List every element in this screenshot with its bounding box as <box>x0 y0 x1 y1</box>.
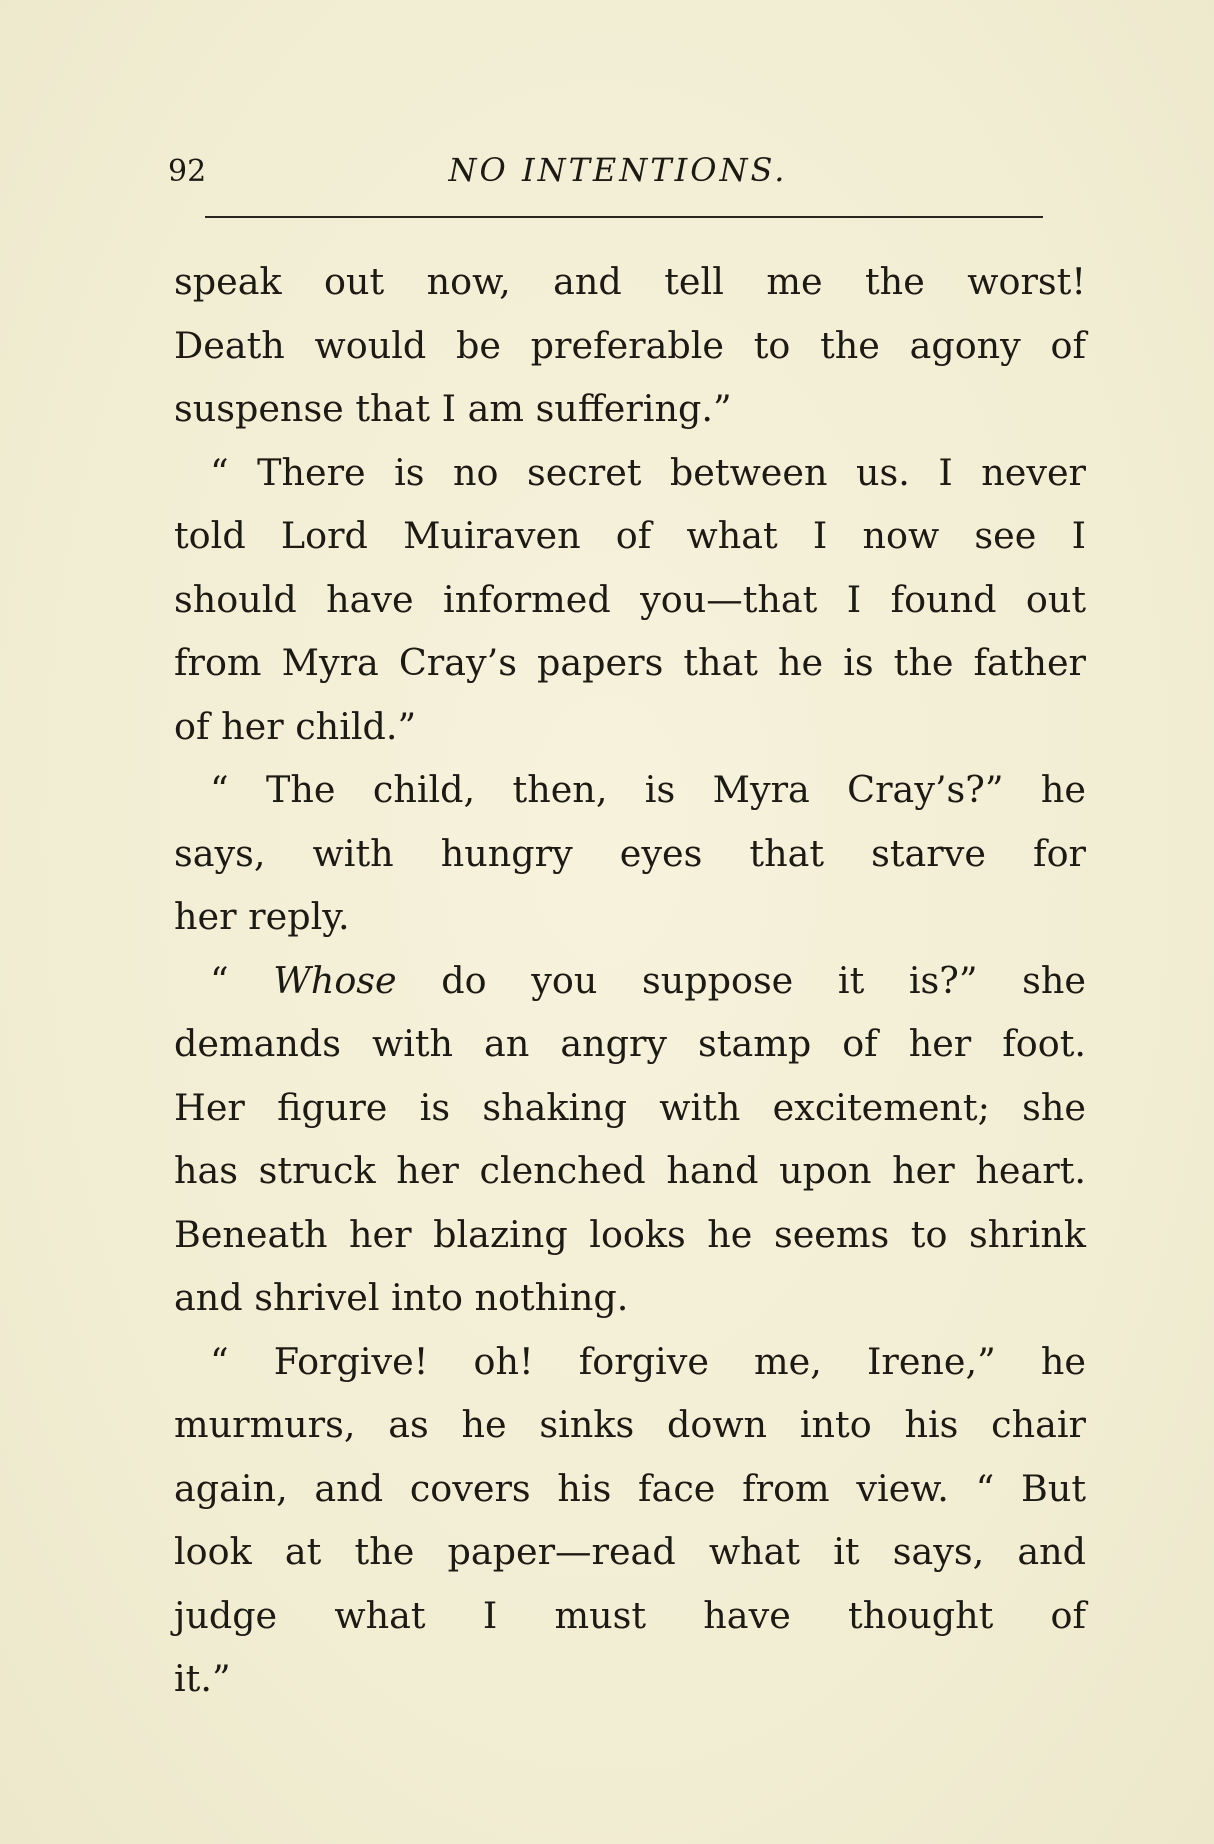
text-line: Death would be preferable to the agony of <box>174 323 1086 367</box>
text-line-rest: do you suppose it is?” she <box>441 958 1086 1002</box>
text-line: should have informed you—that I found out <box>174 577 1086 621</box>
text-line: again, and covers his face from view. “ But <box>174 1466 1086 1510</box>
italic-word: Whose <box>273 958 397 1002</box>
text-line: “ There is no secret between us. I never <box>210 450 1086 494</box>
text-line: told Lord Muiraven of what I now see I <box>174 514 1086 557</box>
text-line: look at the paper—read what it says, and <box>174 1530 1086 1573</box>
text-line: her reply. <box>174 895 350 938</box>
text-line: judge what I must have thought of <box>174 1593 1086 1637</box>
text-line: from Myra Cray’s papers that he is the father <box>174 641 1086 684</box>
text-line: “ The child, then, is Myra Cray’s?” he <box>210 768 1086 811</box>
text-line: and shrivel into nothing. <box>174 1276 629 1319</box>
text-line: it.” <box>174 1657 231 1700</box>
text-line: murmurs, as he sinks down into his chair <box>174 1403 1086 1446</box>
page-number: 92 <box>168 154 207 189</box>
text-line: Her figure is shaking with excitement; she <box>174 1085 1086 1129</box>
running-title: NO INTENTIONS. <box>448 151 788 189</box>
page-header <box>168 150 1048 194</box>
text-line: suspense that I am suffering.” <box>174 387 732 430</box>
text-line: says, with hungry eyes that starve for <box>174 831 1086 875</box>
text-line <box>174 949 1086 1013</box>
quote-open: “ <box>210 958 274 1002</box>
text-line: demands with an angry stamp of her foot. <box>174 1022 1086 1065</box>
header-rule <box>205 216 1043 218</box>
text-line: speak out now, and tell me the worst! <box>174 260 1086 303</box>
body-text <box>174 250 1086 1711</box>
text-line: of her child.” <box>174 704 417 748</box>
text-line: Beneath her blazing looks he seems to shrink <box>174 1212 1086 1256</box>
text-line: “ Forgive! oh! forgive me, Irene,” he <box>210 1339 1086 1383</box>
text-line: has struck her clenched hand upon her heart. <box>174 1149 1086 1192</box>
